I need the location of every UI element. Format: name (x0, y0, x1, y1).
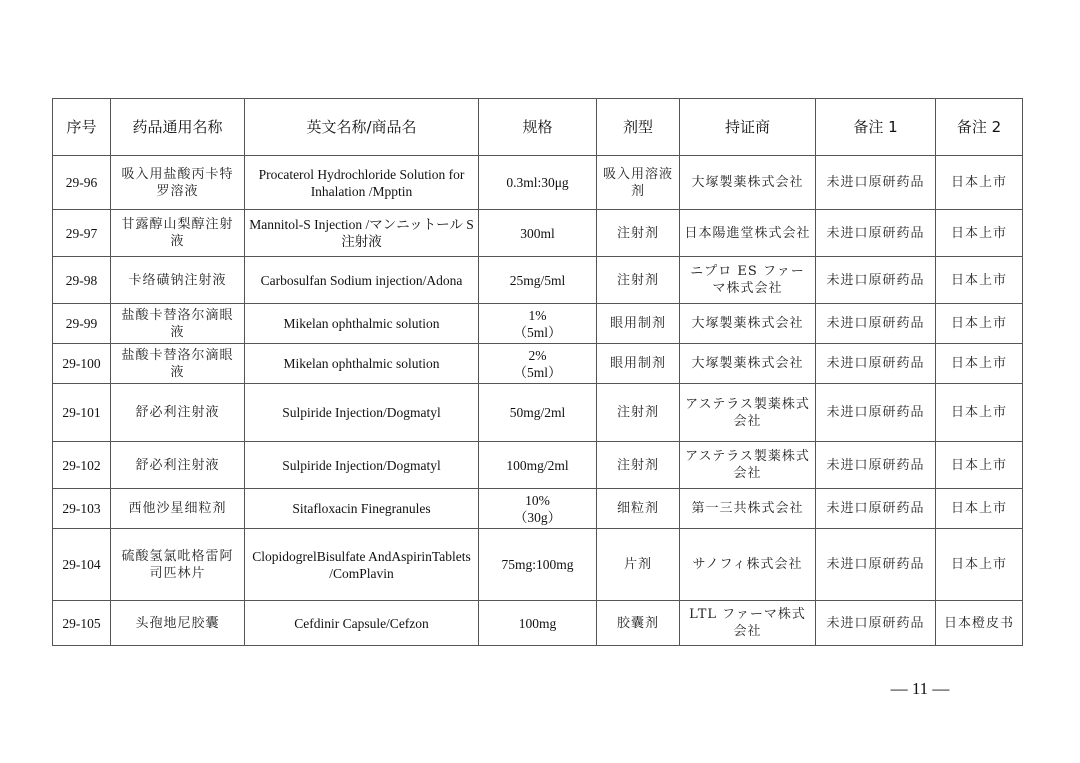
row-note-2: 日本上市 (936, 156, 1023, 210)
row-generic-name: 卡络磺钠注射液 (111, 257, 245, 304)
row-generic-name: 硫酸氢氯吡格雷阿司匹林片 (111, 529, 245, 601)
row-note-2: 日本上市 (936, 489, 1023, 529)
row-dosage-form: 细粒剂 (597, 489, 680, 529)
row-note-1: 未进口原研药品 (816, 601, 936, 646)
row-english-name: Mikelan ophthalmic solution (245, 304, 479, 344)
row-specification: 2% （5ml） (479, 344, 597, 384)
row-license-holder: LTL ファーマ株式会社 (680, 601, 816, 646)
row-generic-name: 盐酸卡替洛尔滴眼液 (111, 344, 245, 384)
row-note-1: 未进口原研药品 (816, 344, 936, 384)
table-row (53, 529, 1023, 601)
header-english-name: 英文名称/商品名 (245, 99, 479, 156)
header-dosage-form: 剂型 (597, 99, 680, 156)
table-row (53, 489, 1023, 529)
row-specification: 75mg:100mg (479, 529, 597, 601)
row-specification: 50mg/2ml (479, 384, 597, 442)
row-dosage-form: 注射剂 (597, 442, 680, 489)
row-note-1: 未进口原研药品 (816, 529, 936, 601)
row-serial: 29-102 (53, 442, 111, 489)
row-dosage-form: 眼用制剂 (597, 344, 680, 384)
row-license-holder: サノフィ株式会社 (680, 529, 816, 601)
table-row (53, 601, 1023, 646)
row-specification: 100mg (479, 601, 597, 646)
row-serial: 29-97 (53, 210, 111, 257)
row-generic-name: 舒必利注射液 (111, 442, 245, 489)
table-row (53, 442, 1023, 489)
header-serial: 序号 (53, 99, 111, 156)
row-dosage-form: 注射剂 (597, 257, 680, 304)
table-row (53, 156, 1023, 210)
row-english-name: Mikelan ophthalmic solution (245, 344, 479, 384)
table-row (53, 257, 1023, 304)
row-dosage-form: 眼用制剂 (597, 304, 680, 344)
row-note-2: 日本上市 (936, 210, 1023, 257)
table-row (53, 210, 1023, 257)
row-serial: 29-100 (53, 344, 111, 384)
row-serial: 29-105 (53, 601, 111, 646)
row-serial: 29-98 (53, 257, 111, 304)
page-number: — 11 — (890, 679, 950, 698)
row-dosage-form: 片剂 (597, 529, 680, 601)
row-specification: 0.3ml:30μg (479, 156, 597, 210)
row-license-holder: アステラス製薬株式会社 (680, 442, 816, 489)
row-note-1: 未进口原研药品 (816, 210, 936, 257)
row-specification: 300ml (479, 210, 597, 257)
row-note-2: 日本上市 (936, 257, 1023, 304)
row-generic-name: 吸入用盐酸丙卡特罗溶液 (111, 156, 245, 210)
row-english-name: Sitafloxacin Finegranules (245, 489, 479, 529)
header-note-1: 备注 1 (816, 99, 936, 156)
row-note-1: 未进口原研药品 (816, 304, 936, 344)
table-header-row (53, 99, 1023, 156)
table-row (53, 384, 1023, 442)
row-serial: 29-103 (53, 489, 111, 529)
header-license-holder: 持证商 (680, 99, 816, 156)
row-english-name: Procaterol Hydrochloride Solution for Inhalation /Mpptin (245, 156, 479, 210)
row-license-holder: アステラス製薬株式会社 (680, 384, 816, 442)
row-english-name: Mannitol-S Injection /マンニットール S 注射液 (245, 210, 479, 257)
drug-list-table (52, 98, 1023, 646)
row-generic-name: 甘露醇山梨醇注射液 (111, 210, 245, 257)
row-note-1: 未进口原研药品 (816, 442, 936, 489)
row-license-holder: 日本陽進堂株式会社 (680, 210, 816, 257)
row-english-name: Sulpiride Injection/Dogmatyl (245, 384, 479, 442)
row-serial: 29-96 (53, 156, 111, 210)
row-dosage-form: 吸入用溶液剂 (597, 156, 680, 210)
row-license-holder: ニプロ ES ファーマ株式会社 (680, 257, 816, 304)
row-english-name: ClopidogrelBisulfate AndAspirinTablets /ComPlavin (245, 529, 479, 601)
row-note-2: 日本上市 (936, 304, 1023, 344)
row-english-name: Carbosulfan Sodium injection/Adona (245, 257, 479, 304)
row-note-2: 日本上市 (936, 529, 1023, 601)
row-license-holder: 大塚製薬株式会社 (680, 344, 816, 384)
drug-list-table-container (52, 98, 1022, 646)
row-note-1: 未进口原研药品 (816, 257, 936, 304)
row-serial: 29-104 (53, 529, 111, 601)
row-license-holder: 第一三共株式会社 (680, 489, 816, 529)
row-license-holder: 大塚製薬株式会社 (680, 304, 816, 344)
row-note-2: 日本上市 (936, 344, 1023, 384)
row-specification: 1% （5ml） (479, 304, 597, 344)
header-generic-name: 药品通用名称 (111, 99, 245, 156)
row-serial: 29-99 (53, 304, 111, 344)
row-generic-name: 头孢地尼胶囊 (111, 601, 245, 646)
row-dosage-form: 胶囊剂 (597, 601, 680, 646)
row-serial: 29-101 (53, 384, 111, 442)
header-note-2: 备注 2 (936, 99, 1023, 156)
row-generic-name: 舒必利注射液 (111, 384, 245, 442)
row-dosage-form: 注射剂 (597, 384, 680, 442)
row-english-name: Sulpiride Injection/Dogmatyl (245, 442, 479, 489)
row-generic-name: 西他沙星细粒剂 (111, 489, 245, 529)
header-specification: 规格 (479, 99, 597, 156)
row-specification: 100mg/2ml (479, 442, 597, 489)
row-license-holder: 大塚製薬株式会社 (680, 156, 816, 210)
row-generic-name: 盐酸卡替洛尔滴眼液 (111, 304, 245, 344)
row-note-2: 日本上市 (936, 384, 1023, 442)
row-note-2: 日本橙皮书 (936, 601, 1023, 646)
table-row (53, 304, 1023, 344)
row-specification: 10% （30g） (479, 489, 597, 529)
row-english-name: Cefdinir Capsule/Cefzon (245, 601, 479, 646)
row-note-1: 未进口原研药品 (816, 156, 936, 210)
row-note-1: 未进口原研药品 (816, 384, 936, 442)
row-note-1: 未进口原研药品 (816, 489, 936, 529)
row-dosage-form: 注射剂 (597, 210, 680, 257)
row-specification: 25mg/5ml (479, 257, 597, 304)
table-row (53, 344, 1023, 384)
row-note-2: 日本上市 (936, 442, 1023, 489)
